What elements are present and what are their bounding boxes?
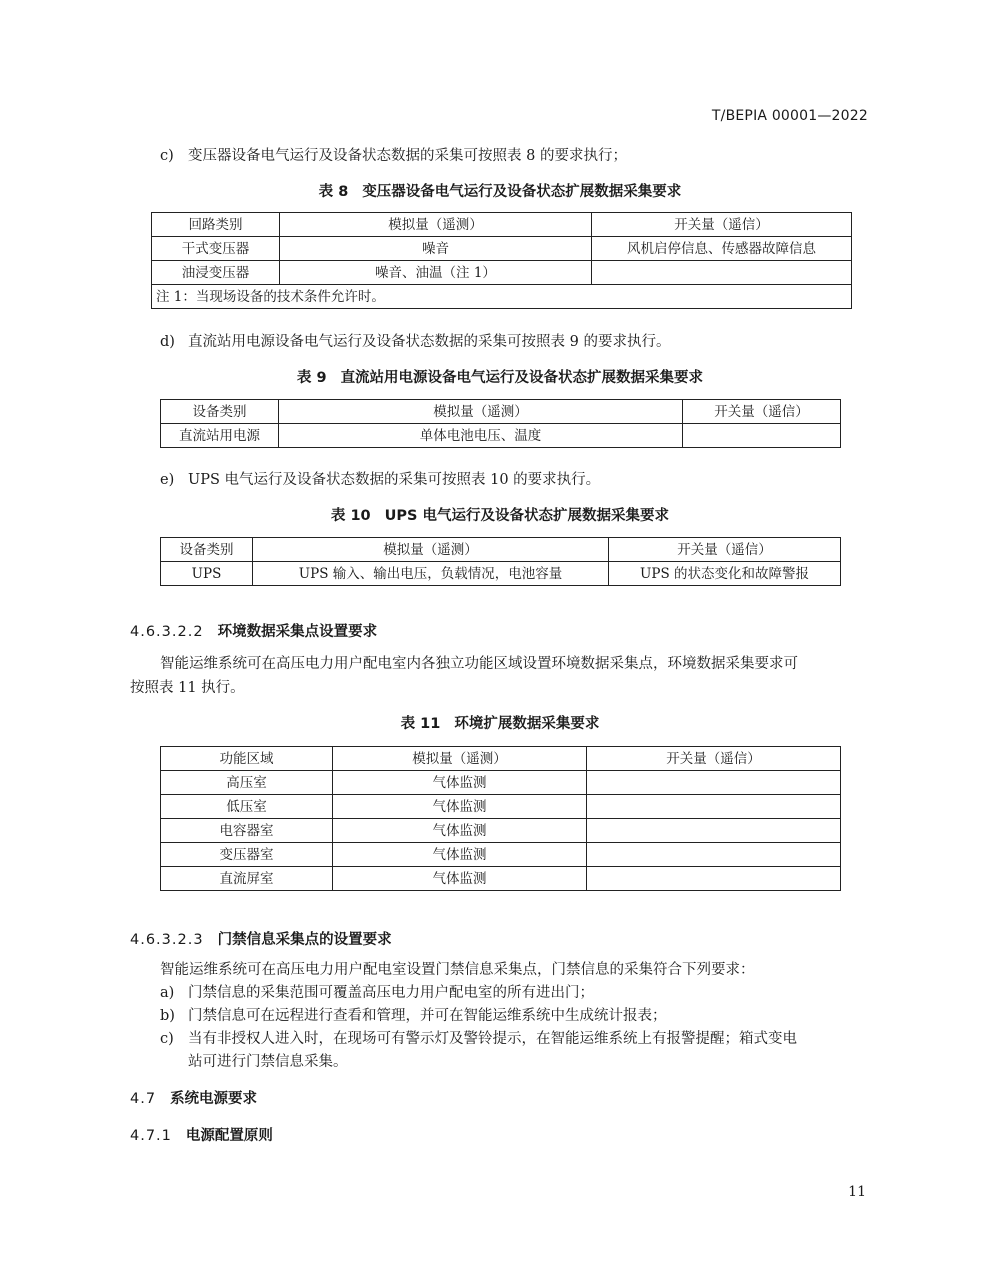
table-cell: 气体监测 (333, 795, 587, 819)
table-cell (587, 771, 841, 795)
table9-caption (0, 366, 1000, 387)
table-cell: 高压室 (161, 771, 333, 795)
table-cell: 风机启停信息、传感器故障信息 (592, 237, 852, 261)
paragraph-line: 智能运维系统可在高压电力用户配电室内各独立功能区域设置环境数据采集点，环境数据采集要求可 (160, 656, 798, 672)
list-item-c (160, 144, 627, 168)
header-cell: 开关量（遥信） (587, 747, 841, 771)
table8-title: 变压器设备电气运行及设备状态扩展数据采集要求 (362, 184, 682, 200)
table-row (161, 562, 841, 586)
section-heading-471 (130, 1124, 273, 1145)
table-header-row (161, 747, 841, 771)
table-cell: 变压器室 (161, 843, 333, 867)
list-item-a (160, 981, 594, 1005)
section-title: 门禁信息采集点的设置要求 (217, 932, 392, 948)
table8-number: 表 8 (318, 184, 349, 200)
table11-number: 表 11 (400, 716, 441, 732)
table-cell (592, 261, 852, 285)
table-cell: UPS 的状态变化和故障警报 (609, 562, 841, 586)
header-cell: 模拟量（遥测） (333, 747, 587, 771)
section-number: 4.7 (130, 1091, 157, 1107)
table-header-row (161, 400, 841, 424)
list-marker: c) (160, 148, 174, 164)
table-cell: 气体监测 (333, 867, 587, 891)
table-row (161, 795, 841, 819)
header-cell: 设备类别 (161, 400, 279, 424)
table-cell (587, 867, 841, 891)
list-marker: d) (160, 334, 175, 350)
table-cell: UPS (161, 562, 253, 586)
table9 (160, 399, 841, 448)
table10-caption (0, 504, 1000, 525)
table-cell: 电容器室 (161, 819, 333, 843)
table-header-row (161, 538, 841, 562)
table-cell: 直流站用电源 (161, 424, 279, 448)
list-item-c2 (160, 1027, 797, 1051)
table-cell: 直流屏室 (161, 867, 333, 891)
header-cell: 模拟量（遥测） (279, 400, 683, 424)
header-cell: 开关量（遥信） (592, 213, 852, 237)
table-row (161, 843, 841, 867)
list-item-text: 门禁信息可在远程进行查看和管理，并可在智能运维系统中生成统计报表； (188, 1008, 667, 1024)
list-item-b (160, 1004, 667, 1028)
table-row (152, 261, 852, 285)
header-cell: 回路类别 (152, 213, 280, 237)
header-cell: 模拟量（遥测） (253, 538, 609, 562)
section-number: 4.6.3.2.3 (130, 932, 204, 948)
section-title: 电源配置原则 (185, 1128, 273, 1144)
list-item-text: 门禁信息的采集范围可覆盖高压电力用户配电室的所有进出门； (188, 985, 594, 1001)
section-title: 环境数据采集点设置要求 (217, 624, 378, 640)
table-cell (587, 843, 841, 867)
list-marker: a) (160, 985, 175, 1001)
table-cell: UPS 输入、输出电压，负载情况，电池容量 (253, 562, 609, 586)
table-row (161, 771, 841, 795)
list-item-d (160, 330, 670, 354)
table-cell: 低压室 (161, 795, 333, 819)
table-cell: 气体监测 (333, 843, 587, 867)
table10 (160, 537, 841, 586)
section-number: 4.7.1 (130, 1128, 172, 1144)
header-cell: 模拟量（遥测） (280, 213, 592, 237)
list-item-text: UPS 电气运行及设备状态数据的采集可按照表 10 的要求执行。 (188, 472, 601, 488)
paragraph-line: 按照表 11 执行。 (130, 680, 245, 696)
table-cell: 干式变压器 (152, 237, 280, 261)
header-cell: 开关量（遥信） (609, 538, 841, 562)
section-title: 系统电源要求 (170, 1091, 258, 1107)
table10-title: UPS 电气运行及设备状态扩展数据采集要求 (384, 508, 670, 524)
list-item-text: 当有非授权人进入时，在现场可有警示灯及警铃提示，在智能运维系统上有报警提醒；箱式变电 (188, 1031, 797, 1047)
list-marker: c) (160, 1031, 174, 1047)
table-row (161, 819, 841, 843)
table8-caption (0, 180, 1000, 201)
section-heading-46322 (130, 620, 377, 641)
list-item-text: 变压器设备电气运行及设备状态数据的采集可按照表 8 的要求执行； (188, 148, 627, 164)
table-note-row (152, 285, 852, 309)
table-cell: 单体电池电压、温度 (279, 424, 683, 448)
list-marker: e) (160, 472, 175, 488)
table8 (151, 212, 852, 309)
table10-number: 表 10 (330, 508, 371, 524)
paragraph-line: 智能运维系统可在高压电力用户配电室设置门禁信息采集点，门禁信息的采集符合下列要求： (160, 962, 755, 978)
header-cell: 开关量（遥信） (683, 400, 841, 424)
list-item-text: 直流站用电源设备电气运行及设备状态数据的采集可按照表 9 的要求执行。 (188, 334, 671, 350)
table9-number: 表 9 (296, 370, 327, 386)
list-item-continuation: 站可进行门禁信息采集。 (188, 1054, 348, 1070)
table9-title: 直流站用电源设备电气运行及设备状态扩展数据采集要求 (340, 370, 704, 386)
table-row (161, 867, 841, 891)
header-cell: 设备类别 (161, 538, 253, 562)
section-heading-46323 (130, 928, 392, 949)
table-cell (587, 819, 841, 843)
page-number: 11 (848, 1184, 866, 1200)
table-row (161, 424, 841, 448)
header-cell: 功能区域 (161, 747, 333, 771)
table11-caption (0, 712, 1000, 733)
table8-note: 注 1：当现场设备的技术条件允许时。 (152, 285, 852, 309)
table-cell: 气体监测 (333, 771, 587, 795)
table-row (152, 237, 852, 261)
table-cell: 油浸变压器 (152, 261, 280, 285)
table-cell (683, 424, 841, 448)
table-cell: 噪音、油温（注 1） (280, 261, 592, 285)
table-cell: 噪音 (280, 237, 592, 261)
table-cell (587, 795, 841, 819)
table11 (160, 746, 841, 891)
list-item-e (160, 468, 600, 492)
list-marker: b) (160, 1008, 175, 1024)
table-cell: 气体监测 (333, 819, 587, 843)
table-header-row (152, 213, 852, 237)
section-heading-47 (130, 1087, 257, 1108)
standard-code: T/BEPIA 00001—2022 (711, 108, 868, 124)
section-number: 4.6.3.2.2 (130, 624, 204, 640)
table11-title: 环境扩展数据采集要求 (454, 716, 600, 732)
